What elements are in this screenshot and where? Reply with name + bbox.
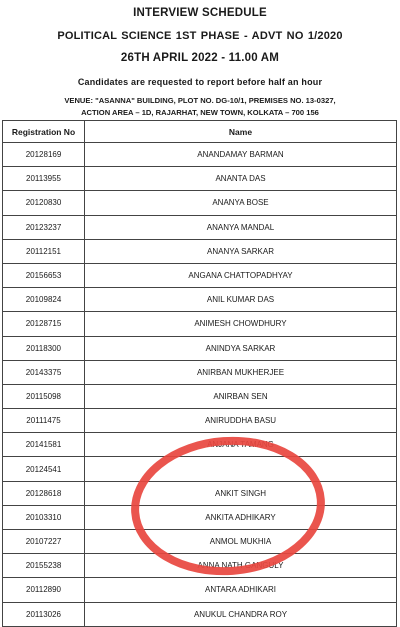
registration-column-header: Registration No xyxy=(3,121,85,143)
name-cell: ANNA NATH GANGULY xyxy=(85,554,397,578)
table-row xyxy=(3,481,397,505)
page-subtitle: POLITICAL SCIENCE 1ST PHASE - ADVT NO 1/2020 xyxy=(57,30,343,42)
table-row xyxy=(3,360,397,384)
table-row xyxy=(3,239,397,263)
registration-cell: 20113026 xyxy=(3,602,85,626)
registration-cell: 20112890 xyxy=(3,578,85,602)
name-column-header: Name xyxy=(85,121,397,143)
table-row xyxy=(3,505,397,529)
interview-date: 26TH APRIL 2022 - 11.00 AM xyxy=(120,52,280,64)
name-cell xyxy=(85,457,397,481)
registration-cell: 20123237 xyxy=(3,215,85,239)
venue-line-1: VENUE: "ASANNA" BUILDING, PLOT NO. DG-10/1, PREMISES NO. 13-0327, xyxy=(64,96,336,105)
name-cell: ANIRBAN MUKHERJEE xyxy=(85,360,397,384)
registration-cell: 20118300 xyxy=(3,336,85,360)
registration-cell: 20107227 xyxy=(3,530,85,554)
name-cell: ANANYA MANDAL xyxy=(85,215,397,239)
table-row xyxy=(3,384,397,408)
table-row xyxy=(3,143,397,167)
registration-cell: 20141581 xyxy=(3,433,85,457)
name-cell: ANANDAMAY BARMAN xyxy=(85,143,397,167)
candidate-table xyxy=(2,120,397,627)
table-row xyxy=(3,578,397,602)
registration-cell: 20143375 xyxy=(3,360,85,384)
name-cell: ANANTA DAS xyxy=(85,167,397,191)
report-note: Candidates are requested to report before half an hour xyxy=(77,77,323,87)
registration-cell: 20128169 xyxy=(3,143,85,167)
registration-cell: 20124541 xyxy=(3,457,85,481)
table-row xyxy=(3,602,397,626)
registration-cell: 20128618 xyxy=(3,481,85,505)
table-row xyxy=(3,312,397,336)
table-row xyxy=(3,554,397,578)
table-row xyxy=(3,457,397,481)
name-cell: ANGANA CHATTOPADHYAY xyxy=(85,263,397,287)
name-cell: ANTARA ADHIKARI xyxy=(85,578,397,602)
name-cell: ANANYA SARKAR xyxy=(85,239,397,263)
page-title: INTERVIEW SCHEDULE xyxy=(133,7,267,19)
registration-cell: 20103310 xyxy=(3,505,85,529)
table-row xyxy=(3,191,397,215)
table-row xyxy=(3,530,397,554)
name-cell: ANIMESH CHOWDHURY xyxy=(85,312,397,336)
registration-cell: 20112151 xyxy=(3,239,85,263)
table-row xyxy=(3,433,397,457)
registration-cell: 20111475 xyxy=(3,409,85,433)
table-row xyxy=(3,409,397,433)
registration-cell: 20109824 xyxy=(3,288,85,312)
registration-cell: 20113955 xyxy=(3,167,85,191)
venue-line-2: ACTION AREA – 1D, RAJARHAT, NEW TOWN, KOLKATA – 700 156 xyxy=(81,108,319,117)
registration-cell: 20115098 xyxy=(3,384,85,408)
name-cell: ANIRUDDHA BASU xyxy=(85,409,397,433)
name-cell: ANJANA TAMANG xyxy=(85,433,397,457)
table-header-row xyxy=(3,121,397,143)
name-cell: ANMOL MUKHIA xyxy=(85,530,397,554)
table-row xyxy=(3,215,397,239)
name-cell: ANIL KUMAR DAS xyxy=(85,288,397,312)
name-cell: ANUKUL CHANDRA ROY xyxy=(85,602,397,626)
name-cell: ANANYA BOSE xyxy=(85,191,397,215)
name-cell: ANINDYA SARKAR xyxy=(85,336,397,360)
table-row xyxy=(3,167,397,191)
registration-cell: 20128715 xyxy=(3,312,85,336)
table-row xyxy=(3,263,397,287)
name-cell: ANIRBAN SEN xyxy=(85,384,397,408)
registration-cell: 20155238 xyxy=(3,554,85,578)
registration-cell: 20120830 xyxy=(3,191,85,215)
table-row xyxy=(3,336,397,360)
name-cell: ANKITA ADHIKARY xyxy=(85,505,397,529)
name-cell: ANKIT SINGH xyxy=(85,481,397,505)
registration-cell: 20156653 xyxy=(3,263,85,287)
table-row xyxy=(3,288,397,312)
